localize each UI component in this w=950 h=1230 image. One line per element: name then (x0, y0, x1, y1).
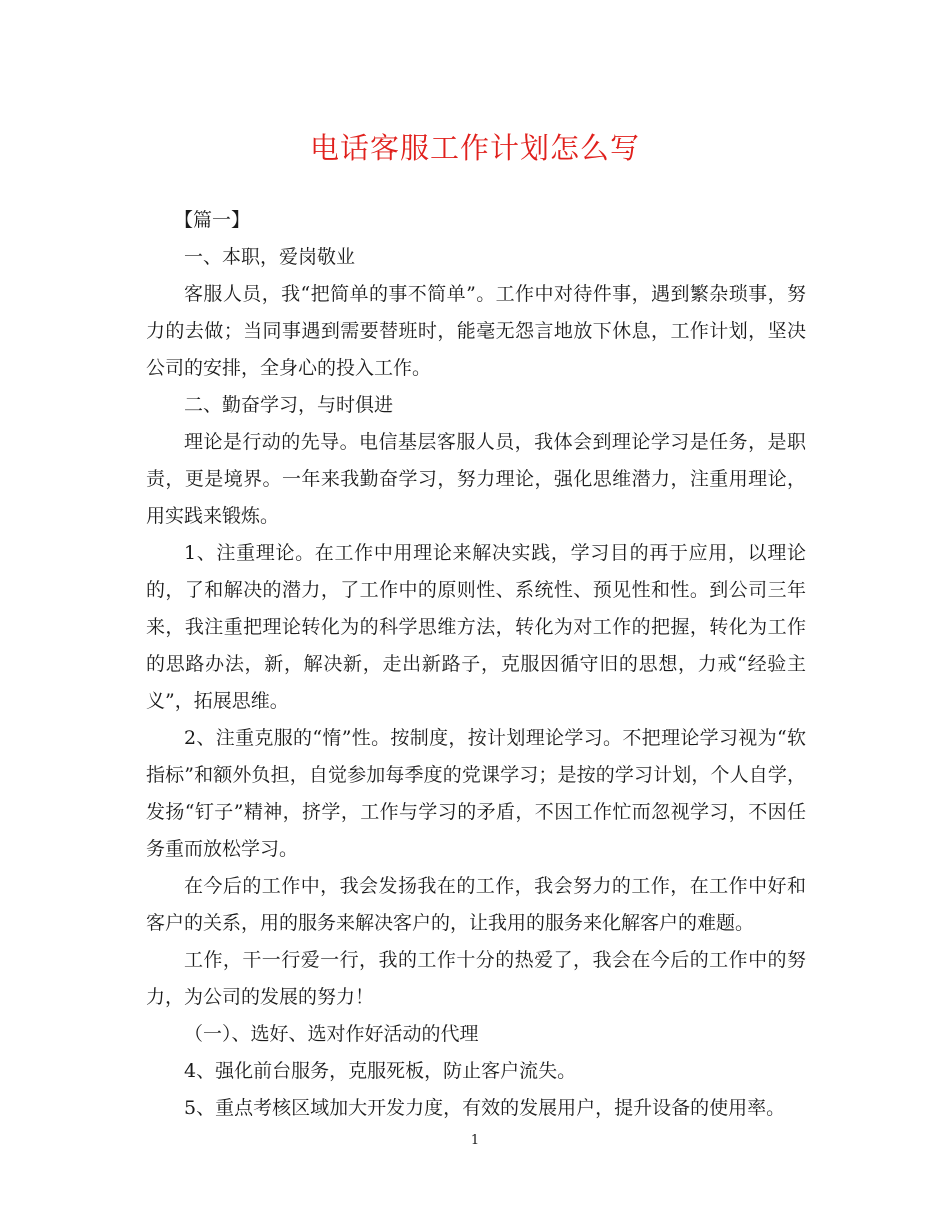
page-number: 1 (470, 1133, 480, 1148)
paragraph: （一）、选好、选对作好活动的代理 (184, 1023, 479, 1045)
paragraph: 一、本职，爱岗敬业 (184, 246, 356, 268)
document-body (146, 202, 806, 1127)
paragraph: 理论是行动的先导。电信基层客服人员，我体会到理论学习是任务，是职责，更是境界。一年来我勤奋学习，努力理论，强化思维潜力，注重用理论，用实践来锻炼。 (146, 431, 806, 527)
paragraph: 1、注重理论。在工作中用理论来解决实践，学习目的再于应用，以理论的，了和解决的潜力，了工作中的原则性、系统性、预见性和性。到公司三年来，我注重把理论转化为的科学思维方法，转化为对工作的把握，转化为工作的思路办法，新，解决新，走出新路子，克服因循守旧的思想，力戒“经验主义”，拓展思维。 (146, 542, 806, 712)
paragraph: 4、强化前台服务，克服死板，防止客户流失。 (184, 1060, 577, 1082)
paragraph: 二、勤奋学习，与时俱进 (184, 394, 394, 416)
paragraph: 在今后的工作中，我会发扬我在的工作，我会努力的工作，在工作中好和客户的关系，用的服务来解决客户的，让我用的服务来化解客户的难题。 (146, 875, 806, 934)
paragraph: 2、注重克服的“惰”性。按制度，按计划理论学习。不把理论学习视为“软指标”和额外负担，自觉参加每季度的党课学习；是按的学习计划，个人自学，发扬“钉子”精神，挤学，工作与学习的矛盾，不因工作忙而忽视学习，不因任务重而放松学习。 (146, 727, 806, 860)
section-label: 【篇一】 (174, 209, 251, 231)
paragraph: 客服人员，我“把简单的事不简单”。工作中对待件事，遇到繁杂琐事，努力的去做；当同事遇到需要替班时，能毫无怨言地放下休息，工作计划，坚决公司的安排，全身心的投入工作。 (146, 283, 806, 379)
document-title: 电话客服工作计划怎么写 (309, 131, 640, 165)
paragraph: 5、重点考核区域加大开发力度，有效的发展用户，提升设备的使用率。 (184, 1097, 786, 1119)
paragraph: 工作，干一行爱一行，我的工作十分的热爱了，我会在今后的工作中的努力，为公司的发展的努力！ (146, 949, 806, 1008)
